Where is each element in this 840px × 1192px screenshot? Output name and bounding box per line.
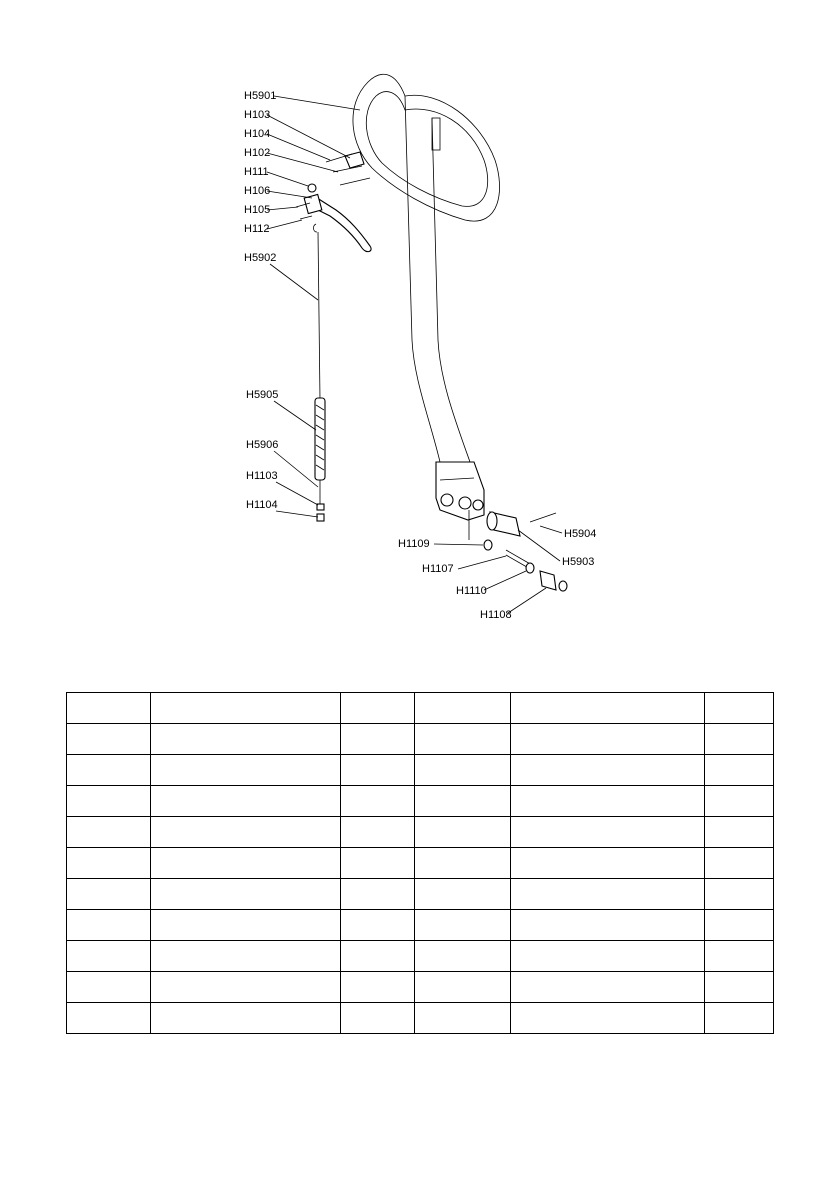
label-h5905: H5905 — [246, 389, 279, 401]
table-cell — [341, 1003, 415, 1034]
table-cell — [511, 910, 705, 941]
table-cell — [511, 879, 705, 910]
table-cell — [415, 724, 511, 755]
table-cell — [415, 786, 511, 817]
table-cell — [511, 941, 705, 972]
label-h1109: H1109 — [398, 538, 430, 550]
table-row — [67, 724, 774, 755]
table-row — [67, 755, 774, 786]
label-h103: H103 — [244, 109, 271, 121]
table-cell — [415, 755, 511, 786]
label-h111: H111 — [244, 166, 269, 178]
label-h1110: H1110 — [456, 585, 487, 597]
table-cell — [151, 941, 341, 972]
table-cell — [67, 879, 151, 910]
table-cell — [67, 1003, 151, 1034]
table-cell — [705, 786, 774, 817]
table-cell — [511, 817, 705, 848]
table-cell — [341, 786, 415, 817]
table-row — [67, 693, 774, 724]
label-h105: H105 — [244, 204, 271, 216]
label-h102: H102 — [244, 147, 271, 159]
table-cell — [341, 848, 415, 879]
table-cell — [415, 817, 511, 848]
table-cell — [341, 755, 415, 786]
table-cell — [415, 972, 511, 1003]
table-row — [67, 910, 774, 941]
table-cell — [151, 879, 341, 910]
table-cell — [511, 972, 705, 1003]
table-cell — [705, 879, 774, 910]
yoke — [436, 462, 484, 540]
table-row — [67, 879, 774, 910]
table-cell — [415, 941, 511, 972]
table-cell — [415, 1003, 511, 1034]
table-cell — [705, 817, 774, 848]
table-cell — [415, 848, 511, 879]
label-h5902: H5902 — [244, 252, 277, 264]
label-h1103: H1103 — [246, 470, 278, 482]
label-h1108: H1108 — [480, 609, 512, 621]
table-row — [67, 1003, 774, 1034]
table-cell — [151, 693, 341, 724]
table-cell — [705, 724, 774, 755]
table-cell — [67, 724, 151, 755]
table-cell — [151, 910, 341, 941]
table-cell — [705, 848, 774, 879]
table-cell — [705, 972, 774, 1003]
table-cell — [67, 755, 151, 786]
table-cell — [705, 755, 774, 786]
table-cell — [151, 786, 341, 817]
table-cell — [511, 848, 705, 879]
table-cell — [67, 693, 151, 724]
label-h104-top: H104 — [244, 128, 271, 140]
table-cell — [705, 941, 774, 972]
table-cell — [151, 972, 341, 1003]
table-row — [67, 848, 774, 879]
table-row — [67, 786, 774, 817]
table-cell — [67, 848, 151, 879]
table-cell — [341, 972, 415, 1003]
table-cell — [67, 817, 151, 848]
handle-tube — [353, 74, 500, 462]
table-cell — [511, 693, 705, 724]
label-h112: H112 — [244, 223, 270, 235]
table-cell — [151, 755, 341, 786]
table-cell — [151, 1003, 341, 1034]
table-cell — [341, 910, 415, 941]
table-cell — [67, 972, 151, 1003]
table-cell — [511, 786, 705, 817]
table-cell — [341, 817, 415, 848]
label-h1107: H1107 — [422, 563, 454, 575]
pin-parts — [484, 512, 567, 591]
label-h106: H106 — [244, 185, 271, 197]
table-row — [67, 972, 774, 1003]
label-h1104-bottom: H1104 — [246, 499, 278, 511]
table-cell — [67, 786, 151, 817]
label-h5906: H5906 — [246, 439, 279, 451]
table-cell — [415, 693, 511, 724]
chain-rod — [313, 224, 325, 521]
table-cell — [67, 941, 151, 972]
table-cell — [151, 848, 341, 879]
table-cell — [511, 755, 705, 786]
table-cell — [705, 693, 774, 724]
label-h5903: H5903 — [562, 556, 595, 568]
table-cell — [511, 1003, 705, 1034]
label-h5904: H5904 — [564, 528, 597, 540]
table-cell — [415, 910, 511, 941]
table-cell — [67, 910, 151, 941]
table-cell — [415, 879, 511, 910]
table-cell — [341, 941, 415, 972]
table-cell — [341, 879, 415, 910]
parts-table — [66, 692, 774, 1034]
label-h5901: H5901 — [244, 90, 277, 102]
table-cell — [151, 817, 341, 848]
table-cell — [341, 724, 415, 755]
table-cell — [705, 910, 774, 941]
table-row — [67, 817, 774, 848]
table-cell — [341, 693, 415, 724]
table-cell — [511, 724, 705, 755]
table-cell — [151, 724, 341, 755]
table-row — [67, 941, 774, 972]
lever-assembly — [296, 152, 371, 252]
table-cell — [705, 1003, 774, 1034]
